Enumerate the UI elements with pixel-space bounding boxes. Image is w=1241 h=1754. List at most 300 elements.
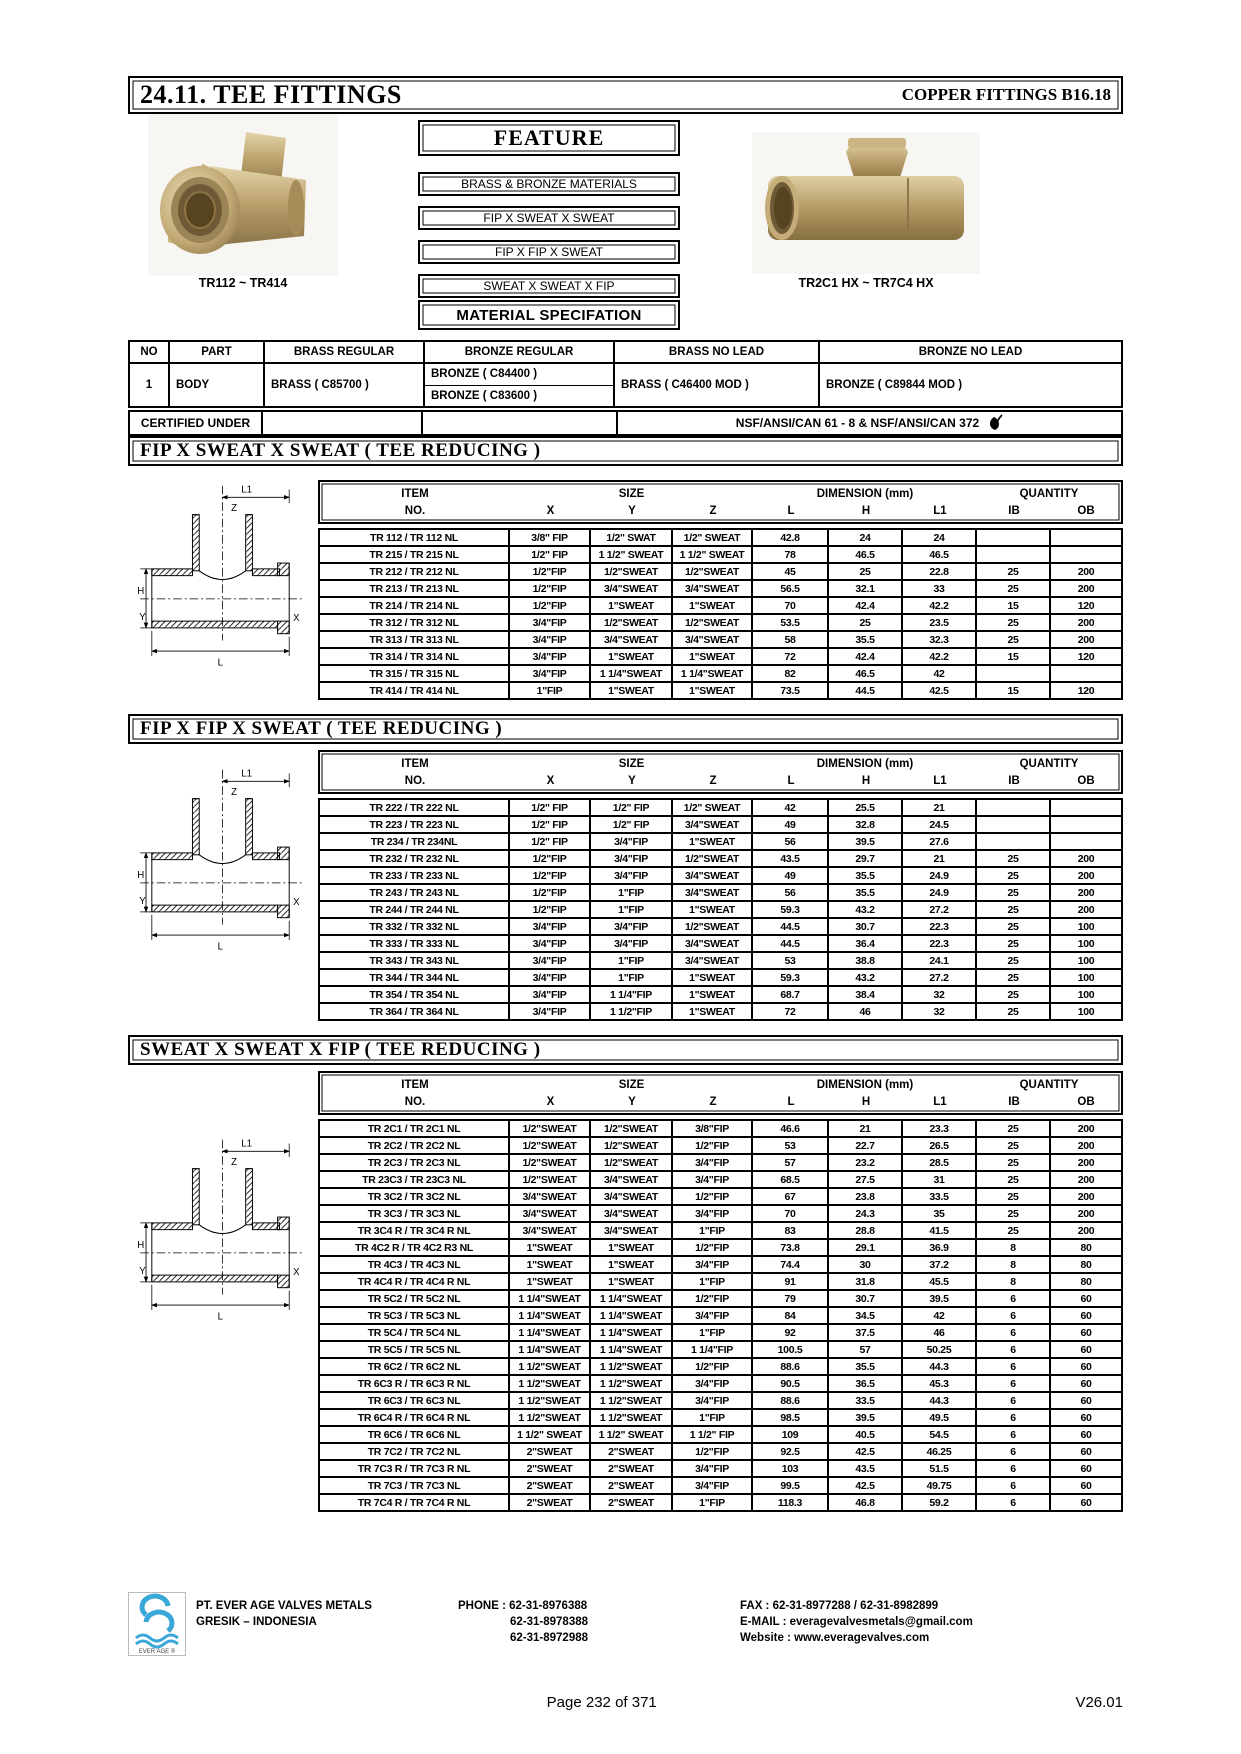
table-cell: 25 [977,564,1051,579]
table-cell: 44.3 [903,1393,977,1408]
table-cell: TR 343 / TR 343 NL [320,953,510,968]
table-cell: 118.3 [753,1495,829,1510]
table-cell: 25 [977,615,1051,630]
table-row [320,953,1121,970]
table-cell: 35 [903,1206,977,1221]
table-cell: 2"SWEAT [510,1495,591,1510]
table-cell: 99.5 [753,1478,829,1493]
table-row [320,1004,1121,1019]
table-cell: 1 1/2"SWEAT [510,1359,591,1374]
material-body-row [130,364,1121,406]
table-cell: 92 [753,1325,829,1340]
table-cell: 36.9 [903,1240,977,1255]
header-col: Y [628,774,636,787]
header-col: H [861,504,871,517]
table-header-section-3 [318,1071,1123,1115]
header-col: X [546,1095,555,1108]
table-cell: TR 354 / TR 354 NL [320,987,510,1002]
table-cell: 83 [753,1223,829,1238]
footer-line: FAX : 62-31-8977288 / 62-31-8982899 [740,1600,939,1612]
table-cell: 3/4"SWEAT [591,1172,673,1187]
table-cell: 72 [753,1004,829,1019]
table-cell: 1/2" SWEAT [673,530,753,545]
table-cell: 25 [977,936,1051,951]
dim-label-h: H [137,1240,145,1252]
table-cell: 35.5 [829,868,903,883]
table-cell: 25 [977,1004,1051,1019]
table-cell: 57 [829,1342,903,1357]
diagram-section-3 [136,1130,306,1343]
table-cell: 27.6 [903,834,977,849]
table-cell: 3/4"FIP [591,868,673,883]
table-cell: 42 [903,666,977,681]
header-group: DIMENSION (mm) [816,757,914,770]
header-group: SIZE [618,757,645,770]
table-cell: 6 [977,1376,1051,1391]
table-cell: 60 [1080,1428,1092,1441]
table-cell: 1 1/4"FIP [591,987,673,1002]
table-cell: 59.3 [753,902,829,917]
header-col: Y [628,504,636,517]
table-cell: 6 [977,1461,1051,1476]
table-cell: 100.5 [753,1342,829,1357]
header-col: Z [709,504,717,517]
table-cell: 6 [977,1325,1051,1340]
table-cell: 1/2"FIP [510,902,591,917]
header-group-row [320,755,1121,772]
dim-label-x: X [293,897,300,909]
table-cell: TR 243 / TR 243 NL [320,885,510,900]
table-cell: 35.5 [829,1359,903,1374]
table-cell: 1 1/4"SWEAT [673,666,753,681]
table-cell: 24 [829,530,903,545]
dim-label-l: L [217,657,223,669]
table-cell: 1"SWEAT [673,987,753,1002]
dim-label-z: Z [231,786,238,798]
table-cell: 88.6 [753,1359,829,1374]
table-cell: 79 [753,1291,829,1306]
certified-bar [128,410,1123,436]
table-cell: 60 [1080,1343,1092,1356]
table-cell: 1/2"FIP [510,851,591,866]
table-cell: 3/4"SWEAT [591,1189,673,1204]
table-cell: 25 [977,1121,1051,1136]
table-cell: 21 [903,851,977,866]
certified-empty-2 [423,412,618,434]
col-brass-no-lead: BRASS NO LEAD [615,342,820,364]
table-cell: 3/4"FIP [673,1461,753,1476]
table-cell: 3/4"FIP [673,1478,753,1493]
table-cell: 21 [829,1121,903,1136]
company-city: GRESIK – INDONESIA [196,1616,317,1628]
table-row [320,1138,1121,1155]
page-footer-line [128,1694,1123,1711]
table-cell: 42.2 [903,598,977,613]
table-cell: TR 333 / TR 333 NL [320,936,510,951]
table-cell: 1/2"FIP [673,1291,753,1306]
table-cell: 1"FIP [591,902,673,917]
table-cell: 100 [1077,988,1095,1001]
header-group: DIMENSION (mm) [816,1078,914,1091]
table-cell: 39.5 [829,834,903,849]
table-cell: TR 6C6 / TR 6C6 NL [320,1427,510,1442]
table-cell: 200 [1077,1207,1095,1220]
table-cell: 8 [977,1274,1051,1289]
table-cell: 60 [1080,1411,1092,1424]
page-title: 24.11. TEE FITTINGS [140,80,402,109]
table-row [320,1257,1121,1274]
table-cell: 42.8 [753,530,829,545]
table-cell: 34.5 [829,1308,903,1323]
header-group: QUANTITY [1019,1078,1079,1091]
table-cell: 1"FIP [673,1325,753,1340]
table-cell: 44.5 [753,936,829,951]
table-cell: 3/4"FIP [591,936,673,951]
table-cell: TR 233 / TR 233 NL [320,868,510,883]
header-col: Z [709,774,717,787]
feature-item: SWEAT X SWEAT X FIP [418,274,680,298]
table-cell: 1 1/4"SWEAT [510,1325,591,1340]
table-cell: 32.3 [903,632,977,647]
table-cell: TR 364 / TR 364 NL [320,1004,510,1019]
table-cell: 45.5 [903,1274,977,1289]
table-cell: 23.5 [903,615,977,630]
table-cell: 80 [1080,1275,1092,1288]
table-cell: 56 [753,885,829,900]
table-cell: TR 212 / TR 212 NL [320,564,510,579]
table-row [320,547,1121,564]
table-cell: 3/4"FIP [673,1308,753,1323]
table-cell: 3/4"SWEAT [673,581,753,596]
feature-item: BRASS & BRONZE MATERIALS [418,172,680,196]
table-cell: 80 [1080,1258,1092,1271]
table-cell: TR 3C3 / TR 3C3 NL [320,1206,510,1221]
cell-bronze-regular [425,364,615,406]
table-row [320,1121,1121,1138]
table-cell: 32 [903,1004,977,1019]
table-cell: 1/2"FIP [673,1189,753,1204]
cell-brass-no-lead: BRASS ( C46400 MOD ) [615,364,820,406]
table-row [320,564,1121,581]
table-cell: 1/2"FIP [673,1138,753,1153]
product-photo-right [752,132,980,274]
table-cell: TR 213 / TR 213 NL [320,581,510,596]
table-cell: 3/4"FIP [510,632,591,647]
table-cell: 1"SWEAT [673,1004,753,1019]
feature-title: FEATURE [418,120,680,156]
table-row [320,1427,1121,1444]
certified-empty-1 [263,412,423,434]
table-cell: 1"SWEAT [673,834,753,849]
table-row [320,817,1121,834]
table-cell: 25 [829,564,903,579]
table-cell: TR 2C1 / TR 2C1 NL [320,1121,510,1136]
table-cell: 3/8" FIP [510,530,591,545]
table-row [320,919,1121,936]
table-cell: 46.8 [829,1495,903,1510]
table-cell: 46.5 [903,547,977,562]
table-cell: 1 1/4"SWEAT [591,1342,673,1357]
table-cell: 37.5 [829,1325,903,1340]
dim-label-h: H [137,870,145,882]
data-table-section-1 [318,528,1123,700]
table-cell: 25 [977,1223,1051,1238]
table-cell: 38.8 [829,953,903,968]
header-col: Z [709,1095,717,1108]
table-cell: 100 [1077,920,1095,933]
cell-no: 1 [130,364,170,406]
tee-technical-drawing [136,760,306,968]
header-group: DIMENSION (mm) [816,487,914,500]
table-cell: 82 [753,666,829,681]
table-cell: 32.1 [829,581,903,596]
header-group: ITEM [401,1078,429,1091]
table-cell: 200 [1077,1224,1095,1237]
table-cell: 24.3 [829,1206,903,1221]
table-cell: 1/2" FIP [510,547,591,562]
col-no: NO [130,342,170,364]
table-cell: 2"SWEAT [591,1444,673,1459]
table-cell: TR 5C2 / TR 5C2 NL [320,1291,510,1306]
table-cell: 57 [753,1155,829,1170]
table-row [320,1172,1121,1189]
table-cell: 1/2"FIP [510,885,591,900]
table-cell: 35.5 [829,632,903,647]
table-cell: 68.7 [753,987,829,1002]
dim-label-x: X [293,1267,300,1279]
table-cell: 200 [1077,1122,1095,1135]
table-cell: 91 [753,1274,829,1289]
table-cell: 1"FIP [673,1274,753,1289]
table-cell: 1 1/2" SWEAT [510,1427,591,1442]
data-table-section-2 [318,798,1123,1021]
section-title-sweat-sweat-fip: SWEAT X SWEAT X FIP ( TEE REDUCING ) [128,1035,1123,1065]
table-cell: 3/4"SWEAT [673,632,753,647]
table-cell: 24.9 [903,868,977,883]
table-cell: 3/4"SWEAT [510,1223,591,1238]
table-cell: 39.5 [903,1291,977,1306]
table-cell [977,666,1051,681]
table-cell: 6 [977,1427,1051,1442]
table-cell: 21 [903,800,977,815]
table-cell: 1"SWEAT [673,598,753,613]
table-cell: 60 [1080,1496,1092,1509]
everage-logo-icon [128,1592,186,1656]
table-cell: 46.5 [829,666,903,681]
table-cell: 41.5 [903,1223,977,1238]
product-label-right: TR2C1 HX ~ TR7C4 HX [798,276,934,290]
table-cell: TR 6C2 / TR 6C2 NL [320,1359,510,1374]
table-cell: 3/4"SWEAT [510,1189,591,1204]
table-cell: 3/4"FIP [673,1376,753,1391]
table-cell: TR 314 / TR 314 NL [320,649,510,664]
table-cell: TR 4C3 / TR 4C3 NL [320,1257,510,1272]
table-cell: TR 312 / TR 312 NL [320,615,510,630]
table-row [320,1342,1121,1359]
table-cell: 67 [753,1189,829,1204]
table-row [320,1410,1121,1427]
table-cell: 60 [1080,1479,1092,1492]
table-cell: 200 [1077,1173,1095,1186]
product-photo-left [148,114,338,276]
table-cell: 60 [1080,1326,1092,1339]
table-row [320,1223,1121,1240]
table-row [320,1274,1121,1291]
table-row [320,800,1121,817]
certified-label: CERTIFIED UNDER [130,412,263,434]
table-cell: 28.5 [903,1155,977,1170]
table-row [320,615,1121,632]
table-cell: 1"SWEAT [510,1274,591,1289]
table-cell: 60 [1080,1360,1092,1373]
table-cell: 33 [903,581,977,596]
table-cell: 43.2 [829,902,903,917]
table-cell: 120 [1077,650,1095,663]
footer-line: 62-31-8972988 [510,1632,589,1644]
table-cell: 1/2"SWEAT [510,1121,591,1136]
table-cell: 25 [829,615,903,630]
footer-line: Website : www.everagevalves.com [740,1632,930,1644]
table-cell: TR 7C2 / TR 7C2 NL [320,1444,510,1459]
table-cell: 56 [753,834,829,849]
table-cell: 109 [753,1427,829,1442]
certified-value: NSF/ANSI/CAN 61 - 8 & NSF/ANSI/CAN 372 [735,416,980,430]
table-row [320,1444,1121,1461]
header-group-row [320,485,1121,502]
dim-label-l1: L1 [241,484,253,496]
table-cell: 3/4"FIP [510,970,591,985]
table-cell: 33.5 [829,1393,903,1408]
page-header [128,76,1123,114]
tee-technical-drawing [136,1130,306,1338]
table-cell: 1"SWEAT [673,649,753,664]
table-cell: 1"FIP [591,970,673,985]
table-cell: 3/4"SWEAT [673,817,753,832]
table-cell: 29.7 [829,851,903,866]
table-row [320,834,1121,851]
table-cell: TR 414 / TR 414 NL [320,683,510,698]
table-cell: 3/4"SWEAT [673,868,753,883]
table-cell: 49.5 [903,1410,977,1425]
table-cell: 3/4"SWEAT [591,632,673,647]
table-cell: 25 [977,919,1051,934]
section-title-fip-sweat-sweat: FIP X SWEAT X SWEAT ( TEE REDUCING ) [128,436,1123,466]
table-cell: 200 [1077,582,1095,595]
table-cell: 22.7 [829,1138,903,1153]
table-cell: 1/2"FIP [510,581,591,596]
table-cell: 15 [977,683,1051,698]
table-cell: 3/4"FIP [510,919,591,934]
table-cell: 33.5 [903,1189,977,1204]
table-cell: 3/4"FIP [591,851,673,866]
header-col: NO. [404,504,426,517]
table-cell: TR 315 / TR 315 NL [320,666,510,681]
table-cell: 25 [977,632,1051,647]
table-cell: 1"SWEAT [591,1274,673,1289]
table-cell: 54.5 [903,1427,977,1442]
table-cell: 27.2 [903,902,977,917]
table-cell: 24 [903,530,977,545]
header-col: L1 [933,774,947,787]
table-cell: 46 [903,1325,977,1340]
table-row [320,1240,1121,1257]
table-cell: 1 1/2" SWEAT [591,547,673,562]
table-cell: 44.5 [829,683,903,698]
table-cell: 46.6 [753,1121,829,1136]
table-cell: 1 1/4"SWEAT [591,1308,673,1323]
feature-item: FIP X SWEAT X SWEAT [418,206,680,230]
table-cell: 39.5 [829,1410,903,1425]
dim-label-x: X [293,613,300,625]
header-col: IB [1008,504,1020,517]
table-cell: 60 [1080,1309,1092,1322]
table-cell: 1/2"FIP [510,868,591,883]
footer-line: 62-31-8978388 [510,1616,589,1628]
table-cell: 43.2 [829,970,903,985]
dim-label-l: L [217,941,223,953]
table-row [320,666,1121,683]
table-row [320,1325,1121,1342]
table-row [320,649,1121,666]
table-row [320,1206,1121,1223]
table-cell: 59.3 [753,970,829,985]
table-cell: 22.3 [903,919,977,934]
header-col: H [861,1095,871,1108]
table-cell: 1/2"SWEAT [591,1121,673,1136]
table-cell: 1 1/4"SWEAT [510,1291,591,1306]
table-header-section-1 [318,480,1123,524]
table-cell: 3/4"FIP [673,1155,753,1170]
footer-line: E-MAIL : everagevalvesmetals@gmail.com [740,1616,973,1628]
table-cell: 25 [977,581,1051,596]
table-cell: 3/4"FIP [510,987,591,1002]
table-cell: 60 [1080,1445,1092,1458]
table-cell: 1 1/4"FIP [673,1342,753,1357]
dim-label-l1: L1 [241,1138,253,1150]
table-cell: 35.5 [829,885,903,900]
header-group: QUANTITY [1019,487,1079,500]
table-cell: 1 1/2"SWEAT [510,1393,591,1408]
table-cell: TR 234 / TR 234NL [320,834,510,849]
table-cell: 49 [753,817,829,832]
table-cell: 1 1/2" FIP [673,1427,753,1442]
table-cell: 1/2" FIP [510,834,591,849]
table-cell: 53.5 [753,615,829,630]
table-cell: 1 1/4"SWEAT [591,1291,673,1306]
header-col: OB [1077,1095,1095,1108]
header-col: L [787,504,795,517]
table-cell: 15 [977,598,1051,613]
table-cell: 30 [829,1257,903,1272]
table-cell: 1"SWEAT [591,598,673,613]
table-cell: TR 23C3 / TR 23C3 NL [320,1172,510,1187]
table-cell: 50.25 [903,1342,977,1357]
table-cell: TR 3C4 R / TR 3C4 R NL [320,1223,510,1238]
table-cell: 200 [1077,886,1095,899]
table-cell: 1"FIP [591,885,673,900]
table-cell: TR 215 / TR 215 NL [320,547,510,562]
table-cell: 120 [1077,599,1095,612]
table-cell: TR 2C2 / TR 2C2 NL [320,1138,510,1153]
header-col: L1 [933,504,947,517]
table-cell: 1 1/4"SWEAT [591,1325,673,1340]
col-bronze-no-lead: BRONZE NO LEAD [820,342,1121,364]
table-cell: 32 [903,987,977,1002]
table-cell: 1/2" FIP [510,800,591,815]
table-cell: 6 [977,1478,1051,1493]
header-col-row [320,772,1121,789]
col-bronze-regular: BRONZE REGULAR [425,342,615,364]
